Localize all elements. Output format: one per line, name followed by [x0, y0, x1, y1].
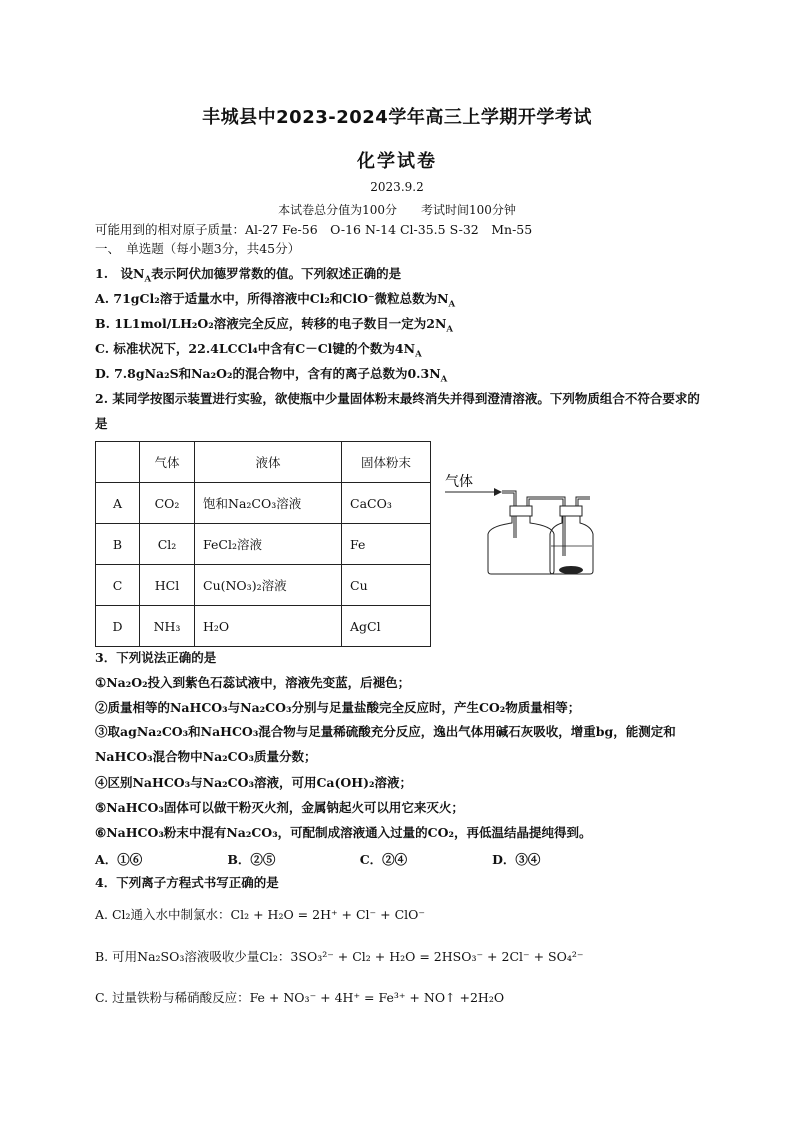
table-cell: CO₂	[140, 483, 195, 524]
table-header: 气体	[140, 442, 195, 483]
q4-option-c: C. 过量铁粉与稀硝酸反应：Fe + NO₃⁻ + 4H⁺ = Fe³⁺ + NO↑ +2H₂O	[95, 990, 505, 1005]
solid-powder	[559, 566, 583, 574]
table-cell: 饱和Na₂CO₃溶液	[195, 483, 342, 524]
table-header	[96, 442, 140, 483]
table-row	[96, 524, 431, 565]
table-cell: A	[96, 483, 140, 524]
q1-option-b: B. 1L1mol/LH₂O₂溶液完全反应，转移的电子数目一定为$2N_A$	[95, 316, 454, 335]
q4-option-b: B. 可用Na₂SO₃溶液吸收少量Cl₂：3SO₃²⁻ + Cl₂ + H₂O = 2HSO₃⁻ + 2Cl⁻ + SO₄²⁻	[95, 949, 584, 964]
table-cell: C	[96, 565, 140, 606]
section-heading: 一、 单选题（每小题3分，共45分）	[95, 241, 301, 256]
table-cell: B	[96, 524, 140, 565]
exam-info: 本试卷总分值为100分 考试时间100分钟	[278, 203, 516, 217]
subject-title: 化学试卷	[357, 151, 437, 172]
table-cell: Cu(NO₃)₂溶液	[195, 565, 342, 606]
q3-statement-6: ⑥NaHCO₃粉末中混有Na₂CO₃，可配制成溶液通入过量的CO₂，再低温结晶提纯得到。	[95, 825, 592, 840]
table-cell: NH₃	[140, 606, 195, 647]
q4-stem: 4．下列离子方程式书写正确的是	[95, 875, 279, 890]
bottle-1	[488, 516, 554, 574]
q4-option-a: A. Cl₂通入水中制氯水：Cl₂ + H₂O = 2H⁺ + Cl⁻ + ClO⁻	[95, 907, 425, 922]
q2-table	[95, 441, 431, 647]
table-row	[96, 606, 431, 647]
q1-option-a: A. 71gCl₂溶于适量水中，所得溶液中Cl₂和ClO⁻微粒总数为$N_A$	[95, 291, 456, 310]
table-cell: Cu	[342, 565, 431, 606]
table-header: 液体	[195, 442, 342, 483]
q1-stem: 1. 设$N_A$表示阿伏加德罗常数的值。下列叙述正确的是	[95, 266, 402, 285]
arrow-head-icon	[494, 488, 502, 496]
table-cell: Cl₂	[140, 524, 195, 565]
q3-options	[95, 850, 620, 868]
q3-statement-2: ②质量相等的NaHCO₃与Na₂CO₃分别与足量盐酸完全反应时，产生CO₂物质量相等；	[95, 700, 581, 715]
exam-date: 2023.9.2	[370, 180, 424, 194]
table-cell: AgCl	[342, 606, 431, 647]
q3-option-a: A．①⑥	[95, 852, 143, 867]
q3-statement-3: ③取agNa₂CO₃和NaHCO₃混合物与足量稀硫酸充分反应，逸出气体用碱石灰吸收，增重bg，能测定和NaHCO₃混合物中Na₂CO₃质量分数；	[95, 724, 676, 764]
table-cell: FeCl₂溶液	[195, 524, 342, 565]
q2-stem: 2. 某同学按图示装置进行实验，欲使瓶中少量固体粉末最终消失并得到澄清溶液。下列物质组合不符合要求的是	[95, 391, 700, 431]
table-cell: CaCO₃	[342, 483, 431, 524]
table-row	[96, 565, 431, 606]
exam-title: 丰城县中2023-2024学年高三上学期开学考试	[202, 107, 592, 128]
q3-stem: 3．下列说法正确的是	[95, 650, 217, 665]
table-cell: D	[96, 606, 140, 647]
table-header: 固体粉末	[342, 442, 431, 483]
bottle-2	[550, 516, 593, 574]
q3-statement-1: ①Na₂O₂投入到紫色石蕊试液中，溶液先变蓝，后褪色；	[95, 675, 411, 690]
stopper-1	[510, 506, 532, 516]
q3-option-d: D．③④	[492, 852, 541, 867]
q3-option-b: B．②⑤	[227, 852, 276, 867]
q3-statement-4: ④区别NaHCO₃与Na₂CO₃溶液，可用Ca(OH)₂溶液；	[95, 775, 413, 790]
table-cell: H₂O	[195, 606, 342, 647]
table-cell: HCl	[140, 565, 195, 606]
table-cell: Fe	[342, 524, 431, 565]
gas-apparatus-diagram	[440, 468, 615, 578]
q3-statement-5: ⑤NaHCO₃固体可以做干粉灭火剂，金属钠起火可以用它来灭火；	[95, 800, 464, 815]
q1-option-c: C. 标准状况下，22.4LCCl₄中含有C－Cl键的个数为$4N_A$	[95, 341, 422, 360]
gas-label: 气体	[445, 474, 473, 490]
q3-option-c: C．②④	[359, 852, 408, 867]
q1-option-d: D. 7.8gNa₂S和Na₂O₂的混合物中，含有的离子总数为$0.3N_A$	[95, 366, 448, 385]
atomic-masses: 可能用到的相对原子质量：Al-27 Fe-56 O-16 N-14 Cl-35.5 S-32 Mn-55	[95, 222, 533, 237]
stopper-2	[560, 506, 582, 516]
table-row	[96, 483, 431, 524]
